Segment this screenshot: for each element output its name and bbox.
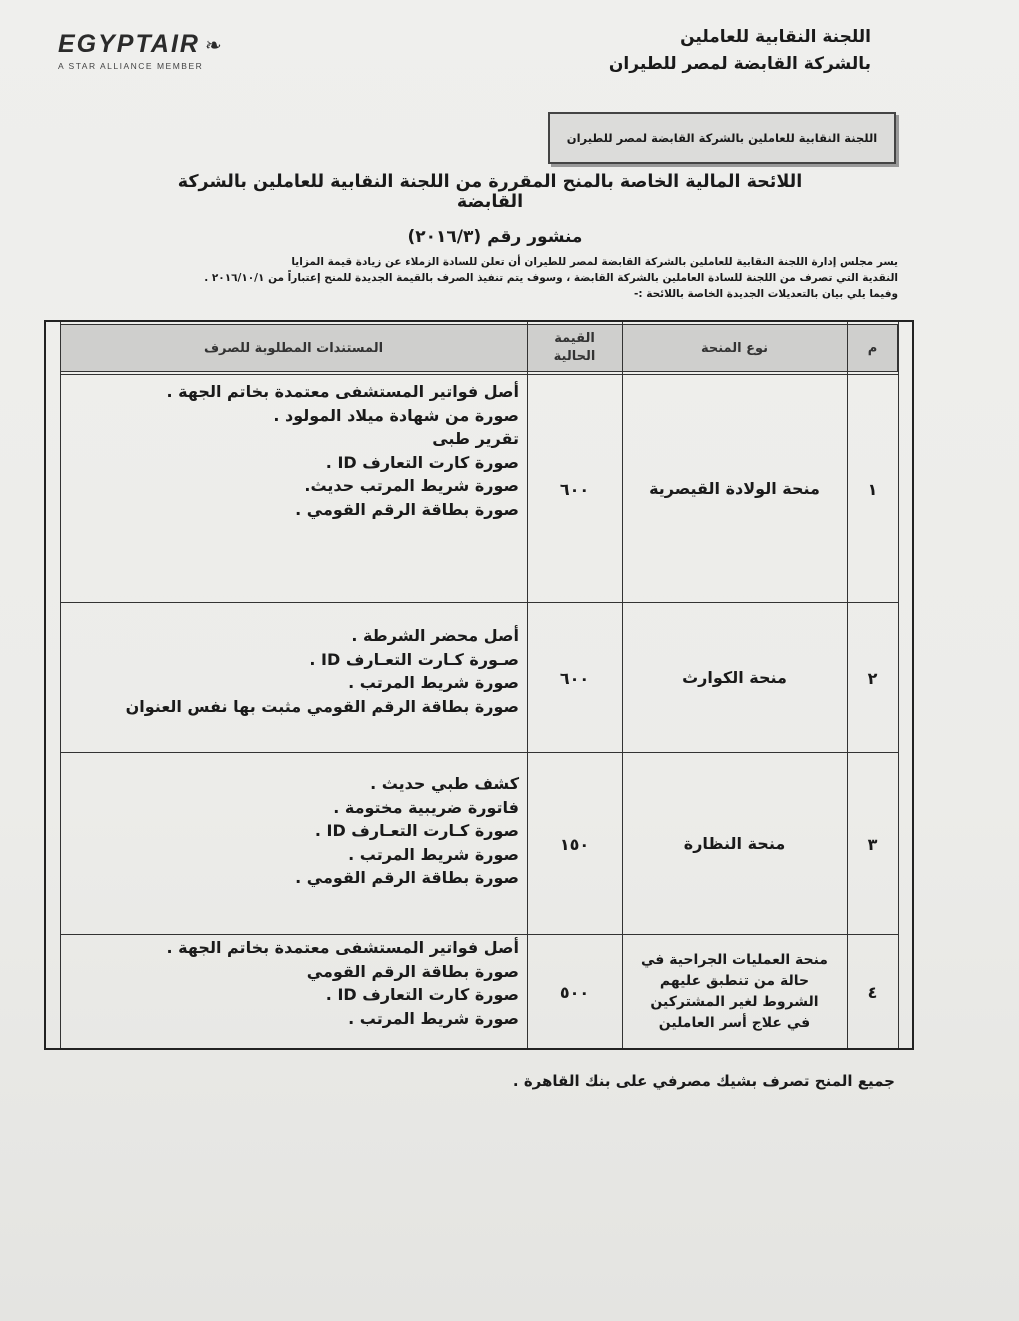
logo-tagline: A STAR ALLIANCE MEMBER (58, 61, 204, 71)
doc-item: أصل فواتير المستشفى معتمدة بخاتم الجهة . (166, 382, 519, 401)
intro-line-1: يسر مجلس إدارة اللجنة النقابية للعاملين بالشركة القابضة لمصر للطيران أن تعلن للسادة الزملاء عن زيادة قيمة المزايا (291, 256, 898, 268)
row-2-documents (126, 624, 519, 718)
header-documents: المستندات المطلوبة للصرف (203, 340, 384, 356)
doc-item: صورة شريط المرتب . (348, 673, 519, 692)
doc-item: صورة بطاقة الرقم القومي مثبت بها نفس العنوان (125, 696, 519, 716)
doc-item: صورة بطاقة الرقم القومي . (295, 499, 519, 519)
doc-item: صورة شريط المرتب حديث. (304, 476, 519, 495)
doc-item: فاتورة ضريبية مختومة . (333, 797, 519, 817)
intro-paragraph (96, 254, 898, 302)
footer-note: جميع المنح تصرف بشيك مصرفي على بنك القاهرة . (512, 1072, 895, 1090)
logo-wordmark: EGYPTAIR (58, 30, 200, 58)
doc-item: صورة من شهادة ميلاد المولود . (273, 405, 519, 425)
header-grant-type: نوع المنحة (700, 340, 769, 356)
egyptair-logo (58, 30, 288, 71)
row-3-type: منحة النظارة (683, 834, 786, 853)
org-line-2: بالشركة القابضة لمصر للطيران (608, 54, 871, 74)
doc-item: صورة شريط المرتب . (348, 1008, 519, 1028)
row-2-type: منحة الكوارث (682, 668, 787, 687)
header-value: القيمة الحالية (553, 331, 596, 364)
doc-item: تقرير طبى (432, 429, 519, 448)
organization-name (609, 24, 871, 78)
doc-item: صورة شريط المرتب . (348, 844, 519, 864)
row-4-documents (167, 936, 520, 1030)
intro-line-3: وفيما يلي بيان بالتعديلات الجديدة الخاصة باللائحة :- (634, 288, 898, 300)
circular-number: منشور رقم (٢٠١٦/٣) (407, 227, 583, 247)
row-1-documents (167, 380, 520, 521)
row-4-value: ٥٠٠ (559, 982, 590, 1002)
doc-item: صورة كارت التعارف ID . (325, 452, 519, 472)
doc-item: أصل فواتير المستشفى معتمدة بخاتم الجهة . (166, 938, 519, 957)
org-line-1: اللجنة النقابية للعاملين (680, 27, 871, 47)
intro-line-2: النقدية التي تصرف من اللجنة للسادة العاملين بالشركة القابضة ، وسوف يتم تنفيذ الصرف بالقيمة الجديدة للمنح إعتباراً من ٢٠١٦/١٠/١ . (204, 272, 898, 284)
row-3-documents (295, 772, 519, 890)
row-2-number: ٢ (867, 668, 878, 688)
row-1-type: منحة الولادة القيصرية (649, 479, 820, 498)
doc-item: صورة كـارت التعـارف ID . (314, 821, 519, 840)
row-3-number: ٣ (867, 834, 878, 854)
doc-item: صورة بطاقة الرقم القومي (306, 961, 519, 981)
stamp-text: اللجنة النقابية للعاملين بالشركة القابضة لمصر للطيران (566, 131, 878, 145)
doc-item: صورة بطاقة الرقم القومي . (295, 868, 519, 887)
row-3-value: ١٥٠ (559, 834, 590, 854)
row-1-value: ٦٠٠ (559, 479, 590, 499)
horus-bird-icon: ❧ (205, 33, 222, 57)
row-1-number: ١ (867, 479, 878, 499)
doc-item: أصل محضر الشرطة . (351, 626, 519, 645)
doc-item: كشف طبي حديث . (370, 774, 519, 793)
doc-item: صـورة كـارت التعـارف ID . (309, 649, 519, 669)
official-stamp (548, 112, 896, 164)
doc-item: صورة كارت التعارف ID . (325, 985, 519, 1004)
document-title: اللائحة المالية الخاصة بالمنح المقررة من اللجنة النقابية للعاملين بالشركة القابضة (177, 172, 803, 212)
row-4-type: منحة العمليات الجراحية في حالة من تنطبق عليهم الشروط لغير المشتركين في علاج أسر العاملين (641, 952, 828, 1031)
row-2-value: ٦٠٠ (559, 668, 590, 688)
header-number: م (867, 340, 878, 356)
grants-table (44, 320, 914, 1050)
row-4-number: ٤ (867, 982, 878, 1002)
